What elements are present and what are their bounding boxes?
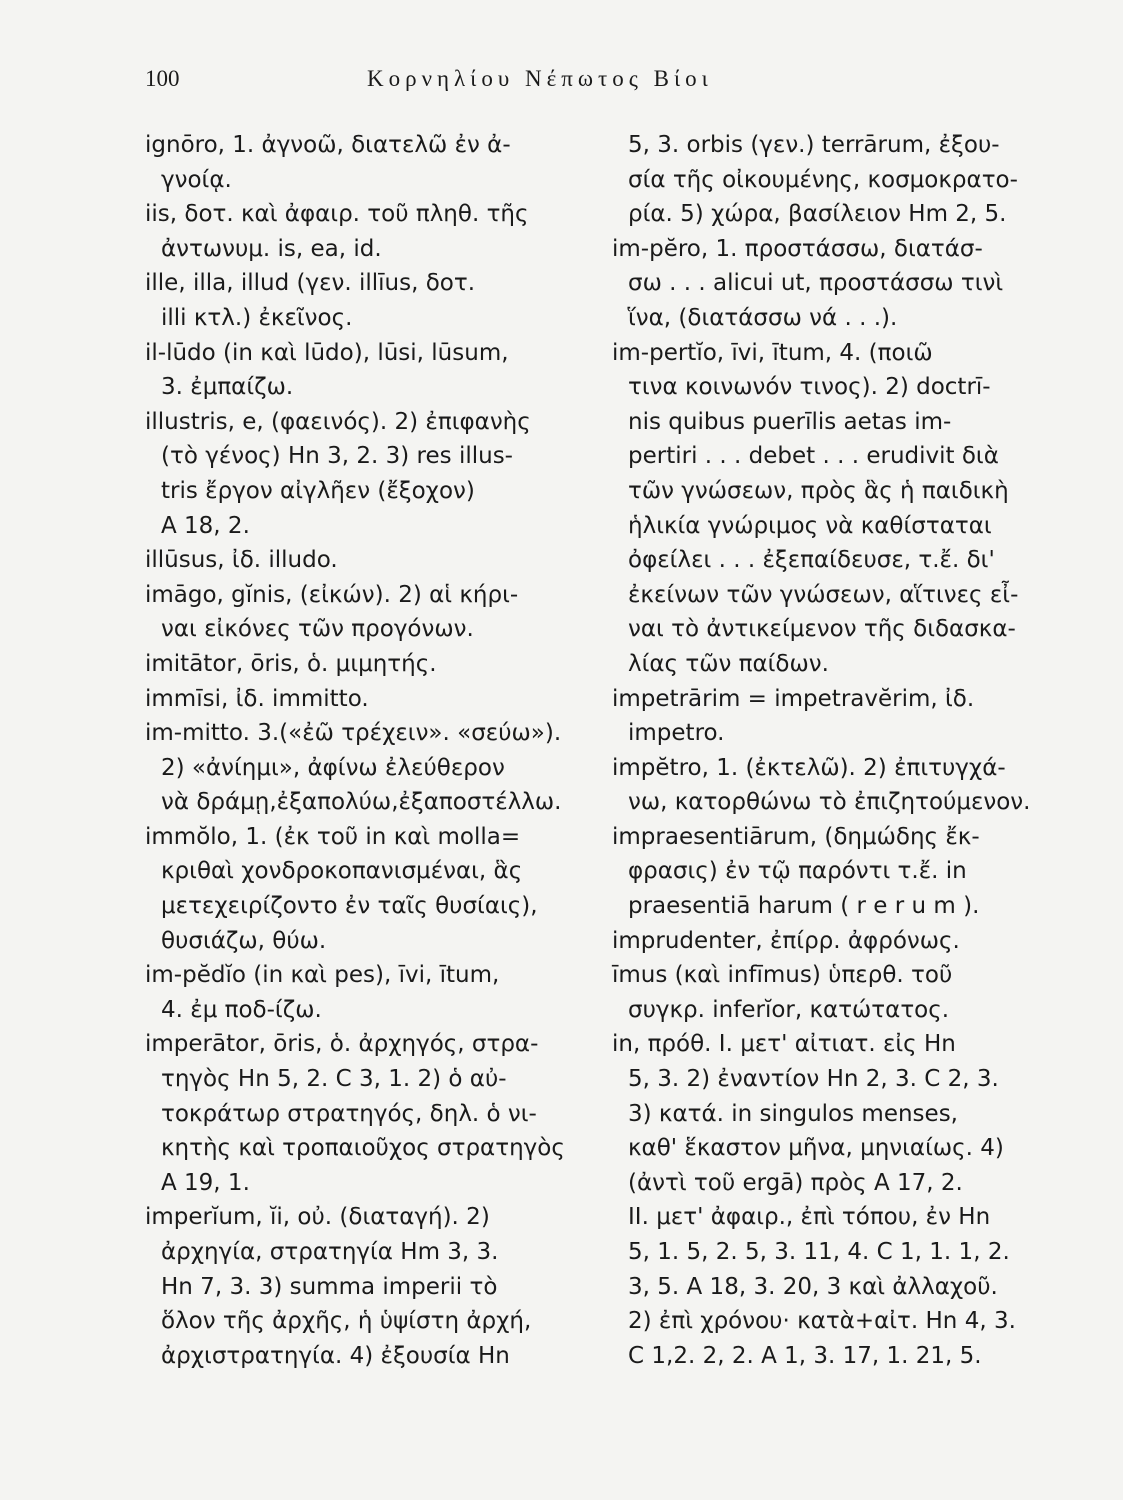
dictionary-line: immīsi, ἰδ. immitto. (145, 685, 369, 712)
dictionary-line: īmus (καὶ infīmus) ὑπερθ. τοῦ (612, 962, 953, 989)
dictionary-line: 3, 5. A 18, 3. 20, 3 καὶ ἀλλαχοῦ. (628, 1273, 998, 1300)
dictionary-line: imāgo, gĭnis, (εἰκών). 2) αἱ κήρι- (145, 581, 519, 608)
dictionary-line: im-pĕdĭo (in καὶ pes), īvi, ītum, (145, 962, 500, 989)
dictionary-line: (τὸ γένος) Hn 3, 2. 3) res illus- (161, 443, 513, 470)
dictionary-line: 2) «ἀνίημι», ἀφίνω ἐλεύθερον (161, 754, 505, 781)
dictionary-line: tris ἔργον αἰγλῆεν (ἔξοχον) (161, 477, 475, 504)
dictionary-line: impetro. (628, 720, 725, 747)
dictionary-line: σία τῆς οἰκουμένης, κοσμοκρατο- (628, 166, 1018, 193)
dictionary-line: 5, 3. orbis (γεν.) terrārum, ἐξου- (628, 132, 1000, 158)
dictionary-line: C 1,2. 2, 2. A 1, 3. 17, 1. 21, 5. (628, 1342, 982, 1369)
dictionary-line: im-mitto. 3.(«ἐῶ τρέχειν». «σεύω»). (145, 720, 562, 747)
dictionary-line: imperātor, ōris, ὁ. ἀρχηγός, στρα- (145, 1031, 539, 1058)
dictionary-line: ἡλικία γνώριμος νὰ καθίσταται (628, 512, 992, 539)
dictionary-line: νω, κατορθώνω τὸ ἐπιζητούμενον. (628, 789, 1031, 816)
dictionary-line: in, πρόθ. I. μετ' αἰτιατ. εἰς Hn (612, 1031, 956, 1058)
dictionary-line: κριθαὶ χονδροκοπανισμέναι, ἃς (161, 858, 523, 885)
dictionary-line: imprudenter, ἐπίρρ. ἀφρόνως. (612, 927, 960, 954)
dictionary-line: τῶν γνώσεων, πρὸς ἃς ἡ παιδικὴ (628, 477, 1009, 504)
dictionary-line: Hn 7, 3. 3) summa imperii τὸ (161, 1273, 498, 1300)
dictionary-line: impetrārim = impetravĕrim, ἰδ. (612, 685, 975, 712)
dictionary-line: ρία. 5) χώρα, βασίλειον Hm 2, 5. (628, 201, 1007, 228)
page-number: 100 (145, 66, 180, 91)
dictionary-line: γνοίᾳ. (161, 166, 232, 193)
dictionary-line: ἀντωνυμ. is, ea, id. (161, 235, 382, 262)
dictionary-line: 2) ἐπὶ χρόνου· κατὰ+αἰτ. Hn 4, 3. (628, 1308, 1016, 1335)
dictionary-line: A 18, 2. (161, 512, 250, 539)
dictionary-line: μετεχειρίζοντο ἐν ταῖς θυσίαις), (161, 893, 538, 920)
dictionary-line: τηγὸς Hn 5, 2. C 3, 1. 2) ὁ αὐ- (161, 1066, 507, 1093)
right-column (612, 128, 1052, 1373)
dictionary-line: ἀρχηγία, στρατηγία Hm 3, 3. (161, 1239, 499, 1265)
dictionary-line: ἐκείνων τῶν γνώσεων, αἵτινες εἶ- (628, 581, 1019, 608)
dictionary-line: ἵνα, (διατάσσω νά . . .). (628, 304, 898, 331)
dictionary-line: praesentiā harum ( r e r u m ). (628, 893, 980, 920)
dictionary-line: νὰ δράμῃ,ἐξαπολύω,ἐξαποστέλλω. (161, 789, 562, 816)
dictionary-line: ναι τὸ ἀντικείμενον τῆς διδασκα- (628, 616, 1016, 643)
dictionary-line: ὅλον τῆς ἀρχῆς, ἡ ὑψίστη ἀρχή, (161, 1308, 532, 1335)
dictionary-line: imitātor, ōris, ὁ. μιμητής. (145, 650, 437, 677)
dictionary-line: 5, 1. 5, 2. 5, 3. 11, 4. C 1, 1. 1, 2. (628, 1239, 1010, 1265)
dictionary-line: (ἀντὶ τοῦ ergā) πρὸς A 17, 2. (628, 1169, 963, 1196)
dictionary-line: καθ' ἕκαστον μῆνα, μηνιαίως. 4) (628, 1135, 1004, 1162)
dictionary-line: ἀρχιστρατηγία. 4) ἐξουσία Hn (161, 1342, 510, 1369)
dictionary-line: illustris, e, (φαεινός). 2) ἐπιφανὴς (145, 408, 531, 435)
dictionary-line: iis, δοτ. καὶ ἀφαιρ. τοῦ πληθ. τῆς (145, 201, 529, 228)
page-header (145, 66, 845, 96)
dictionary-line: im-pertĭo, īvi, ītum, 4. (ποιῶ (612, 339, 933, 366)
dictionary-line: συγκρ. inferĭor, κατώτατος. (628, 996, 950, 1023)
dictionary-line: 4. ἐμ ποδ-ίζω. (161, 996, 322, 1023)
dictionary-line: impraesentiārum, (δημώδης ἔκ- (612, 823, 980, 850)
dictionary-line: pertiri . . . debet . . . erudivit διὰ (628, 443, 999, 470)
dictionary-line: ille, illa, illud (γεν. illīus, δοτ. (145, 270, 476, 297)
dictionary-line: im-pĕro, 1. προστάσσω, διατάσ- (612, 235, 983, 262)
dictionary-line: ignōro, 1. ἀγνοῶ, διατελῶ ἐν ἀ- (145, 132, 511, 158)
running-title: Κορνηλίου Νέπωτος Βίοι (367, 66, 713, 91)
left-column (145, 128, 585, 1373)
dictionary-line: immŏlo, 1. (ἐκ τοῦ in καὶ molla= (145, 823, 521, 850)
dictionary-line: nis quibus puerīlis aetas im- (628, 408, 952, 435)
dictionary-line: σω . . . alicui ut, προστάσσω τινὶ (628, 270, 1004, 297)
dictionary-line: imperĭum, ĭi, οὐ. (διαταγή). 2) (145, 1204, 490, 1231)
dictionary-line: II. μετ' ἀφαιρ., ἐπὶ τόπου, ἐν Hn (628, 1204, 991, 1231)
dictionary-line: λίας τῶν παίδων. (628, 650, 829, 677)
dictionary-line: θυσιάζω, θύω. (161, 927, 327, 954)
dictionary-line: 5, 3. 2) ἐναντίον Hn 2, 3. C 2, 3. (628, 1066, 999, 1093)
dictionary-line: τινα κοινωνόν τινος). 2) doctrī- (628, 374, 991, 401)
dictionary-line: A 19, 1. (161, 1169, 250, 1196)
dictionary-line: ὀφείλει . . . ἐξεπαίδευσε, τ.ἔ. δι' (628, 547, 995, 574)
dictionary-line: 3. ἐμπαίζω. (161, 374, 294, 401)
dictionary-line: τοκράτωρ στρατηγός, δηλ. ὁ νι- (161, 1100, 537, 1127)
dictionary-line: il-lūdo (in καὶ lūdo), lūsi, lūsum, (145, 339, 509, 366)
dictionary-line: ναι εἰκόνες τῶν προγόνων. (161, 616, 474, 643)
dictionary-line: κητὴς καὶ τροπαιοῦχος στρατηγὸς (161, 1135, 565, 1162)
dictionary-line: 3) κατά. in singulos menses, (628, 1100, 958, 1127)
dictionary-line: illi κτλ.) ἐκεῖνος. (161, 304, 353, 331)
dictionary-line: impĕtro, 1. (ἐκτελῶ). 2) ἐπιτυγχά- (612, 754, 1006, 781)
dictionary-line: φρασις) ἐν τῷ παρόντι τ.ἔ. in (628, 858, 967, 885)
dictionary-line: illūsus, ἰδ. illudo. (145, 547, 338, 574)
